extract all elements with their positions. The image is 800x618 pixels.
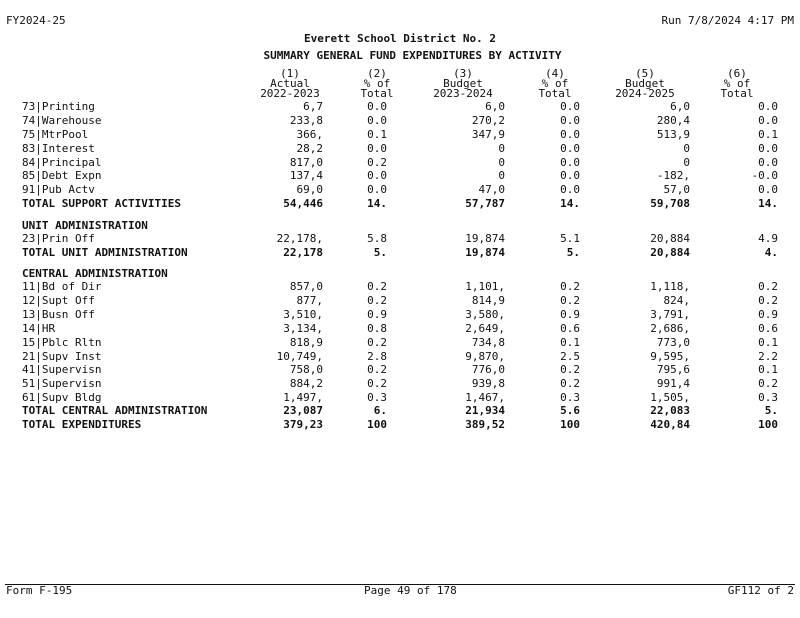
cell-budget: 347,9 <box>471 128 505 141</box>
col-header-pct-1 <box>352 69 402 99</box>
cell-budget: 0 <box>498 156 505 169</box>
row-label: 83|Interest <box>22 142 95 155</box>
cell-actual: 857,0 <box>289 280 323 293</box>
cell-pct: 0.1 <box>367 128 387 141</box>
col-number: (6) <box>727 67 747 80</box>
row-label: 84|Principal <box>22 156 102 169</box>
cell-pct: 0.2 <box>758 377 778 390</box>
total-pct: 100 <box>367 418 387 431</box>
col-line1: Budget <box>625 77 665 90</box>
cell-pct: 0.0 <box>367 114 387 127</box>
cell-pct: 0.0 <box>560 128 580 141</box>
total-pct: 5. <box>764 404 778 417</box>
cell-budget: 280,4 <box>656 114 690 127</box>
cell-actual: 28,2 <box>296 142 323 155</box>
cell-pct: 4.9 <box>758 232 778 245</box>
cell-pct: 0.2 <box>560 280 580 293</box>
col-number: (4) <box>545 67 565 80</box>
cell-actual: 817,0 <box>289 156 323 169</box>
cell-budget: -182, <box>656 169 690 182</box>
cell-budget: 6,0 <box>670 100 690 113</box>
cell-pct: 2.8 <box>367 350 387 363</box>
section-title-central: CENTRAL ADMINISTRATION <box>22 267 168 280</box>
cell-actual: 6,7 <box>303 100 323 113</box>
total-pct: 100 <box>560 418 580 431</box>
table-row <box>0 156 800 169</box>
cell-pct: 0.0 <box>367 169 387 182</box>
cell-pct: 0.2 <box>367 336 387 349</box>
table-row <box>0 294 800 307</box>
cell-budget: 47,0 <box>478 183 505 196</box>
table-row <box>0 114 800 127</box>
total-row-central <box>0 404 800 417</box>
cell-pct: 0.0 <box>758 156 778 169</box>
district-name: Everett School District No. 2 <box>303 32 497 45</box>
cell-pct: 0.1 <box>758 128 778 141</box>
total-actual: 22,178 <box>283 246 323 259</box>
col-header-budget-2425 <box>610 69 680 99</box>
col-line2: Total <box>720 87 754 100</box>
cell-pct: 0.6 <box>560 322 580 335</box>
total-pct: 6. <box>373 404 387 417</box>
col-line2: 2022-2023 <box>260 87 320 100</box>
cell-budget: 1,467, <box>465 391 505 404</box>
cell-actual: 758,0 <box>289 363 323 376</box>
cell-budget: 1,101, <box>465 280 505 293</box>
col-line1: % of <box>363 77 391 90</box>
cell-budget: 939,8 <box>471 377 505 390</box>
cell-pct: 0.0 <box>560 156 580 169</box>
cell-pct: 5.8 <box>367 232 387 245</box>
row-label: 91|Pub Actv <box>22 183 95 196</box>
cell-budget: 0 <box>683 156 690 169</box>
row-label: 41|Supervisn <box>22 363 102 376</box>
cell-pct: 0.3 <box>560 391 580 404</box>
cell-pct: 0.0 <box>758 183 778 196</box>
col-header-budget-2324 <box>428 69 498 99</box>
cell-budget: 824, <box>663 294 690 307</box>
cell-pct: 0.2 <box>367 280 387 293</box>
total-pct: 5. <box>373 246 387 259</box>
cell-pct: 0.2 <box>367 156 387 169</box>
table-row <box>0 183 800 196</box>
cell-budget: 270,2 <box>471 114 505 127</box>
table-row <box>0 280 800 293</box>
col-number: (2) <box>367 67 387 80</box>
cell-pct: 0.0 <box>758 114 778 127</box>
total-row-expenditures <box>0 418 800 431</box>
cell-budget: 2,649, <box>465 322 505 335</box>
cell-budget: 991,4 <box>656 377 690 390</box>
cell-actual: 22,178, <box>276 232 323 245</box>
cell-pct: 0.0 <box>367 142 387 155</box>
col-line2: 2023-2024 <box>433 87 493 100</box>
table-row <box>0 232 800 245</box>
cell-pct: 0.9 <box>758 308 778 321</box>
col-line2: Total <box>538 87 572 100</box>
cell-pct: 0.2 <box>367 363 387 376</box>
page-number: Page 49 of 178 <box>364 584 457 597</box>
cell-budget: 773,0 <box>656 336 690 349</box>
cell-budget: 6,0 <box>485 100 505 113</box>
col-header-actual-2223 <box>255 69 325 99</box>
cell-pct: 0.2 <box>367 377 387 390</box>
total-row-support <box>0 197 800 210</box>
row-label: 21|Supv Inst <box>22 350 102 363</box>
table-row <box>0 377 800 390</box>
cell-actual: 818,9 <box>289 336 323 349</box>
col-line1: Budget <box>443 77 483 90</box>
row-label: 12|Supt Off <box>22 294 95 307</box>
total-row-unit <box>0 246 800 259</box>
cell-actual: 877, <box>296 294 323 307</box>
col-header-pct-3 <box>712 69 762 99</box>
total-budget: 59,708 <box>650 197 690 210</box>
cell-budget: 0 <box>498 142 505 155</box>
cell-pct: 0.3 <box>367 391 387 404</box>
total-actual: 54,446 <box>283 197 323 210</box>
table-row <box>0 350 800 363</box>
row-label: 15|Pblc Rltn <box>22 336 102 349</box>
row-label: 11|Bd of Dir <box>22 280 102 293</box>
total-pct: 100 <box>758 418 778 431</box>
cell-budget: 19,874 <box>465 232 505 245</box>
cell-pct: 0.9 <box>367 308 387 321</box>
cell-pct: 0.2 <box>560 294 580 307</box>
col-number: (3) <box>453 67 473 80</box>
table-row <box>0 322 800 335</box>
cell-pct: 0.0 <box>560 114 580 127</box>
col-line1: Actual <box>270 77 310 90</box>
cell-pct: 5.1 <box>560 232 580 245</box>
cell-budget: 0 <box>498 169 505 182</box>
total-pct: 4. <box>764 246 778 259</box>
total-pct: 5.6 <box>560 404 580 417</box>
total-budget: 57,787 <box>465 197 505 210</box>
cell-pct: 2.2 <box>758 350 778 363</box>
col-header-pct-2 <box>530 69 580 99</box>
total-pct: 14. <box>758 197 778 210</box>
run-date: Run 7/8/2024 4:17 PM <box>661 14 794 27</box>
row-label: 51|Supervisn <box>22 377 102 390</box>
cell-pct: 0.1 <box>758 336 778 349</box>
total-budget: 21,934 <box>465 404 505 417</box>
report-code: GF112 of 2 <box>727 584 794 597</box>
cell-pct: 0.0 <box>758 142 778 155</box>
row-label: 13|Busn Off <box>22 308 95 321</box>
cell-pct: 0.0 <box>560 100 580 113</box>
row-label: 74|Warehouse <box>22 114 102 127</box>
cell-actual: 10,749, <box>276 350 323 363</box>
row-label: 61|Supv Bldg <box>22 391 102 404</box>
cell-pct: 0.1 <box>560 336 580 349</box>
cell-budget: 1,505, <box>650 391 690 404</box>
table-row <box>0 169 800 182</box>
total-label: TOTAL SUPPORT ACTIVITIES <box>22 197 181 210</box>
cell-actual: 3,510, <box>283 308 323 321</box>
row-label: 75|MtrPool <box>22 128 89 141</box>
cell-actual: 233,8 <box>289 114 323 127</box>
col-number: (1) <box>280 67 300 80</box>
cell-actual: 884,2 <box>289 377 323 390</box>
cell-pct: 0.2 <box>367 294 387 307</box>
total-label: TOTAL UNIT ADMINISTRATION <box>22 246 188 259</box>
row-label: 23|Prin Off <box>22 232 95 245</box>
cell-pct: 0.3 <box>758 391 778 404</box>
cell-pct: 0.0 <box>560 183 580 196</box>
col-number: (5) <box>635 67 655 80</box>
cell-pct: 0.2 <box>560 363 580 376</box>
cell-pct: 0.0 <box>560 169 580 182</box>
total-actual: 379,23 <box>283 418 323 431</box>
cell-budget: 3,580, <box>465 308 505 321</box>
cell-pct: 0.8 <box>367 322 387 335</box>
cell-pct: -0.0 <box>751 169 778 182</box>
cell-pct: 0.6 <box>758 322 778 335</box>
cell-actual: 366, <box>296 128 323 141</box>
total-pct: 14. <box>367 197 387 210</box>
cell-budget: 795,6 <box>656 363 690 376</box>
cell-budget: 9,870, <box>465 350 505 363</box>
total-budget: 389,52 <box>465 418 505 431</box>
cell-pct: 0.1 <box>758 363 778 376</box>
cell-budget: 57,0 <box>663 183 690 196</box>
col-line1: % of <box>541 77 569 90</box>
total-budget: 22,083 <box>650 404 690 417</box>
cell-budget: 2,686, <box>650 322 690 335</box>
cell-pct: 0.0 <box>367 100 387 113</box>
cell-pct: 0.2 <box>758 280 778 293</box>
form-number: Form F-195 <box>6 584 73 597</box>
cell-actual: 137,4 <box>289 169 323 182</box>
cell-pct: 0.0 <box>758 100 778 113</box>
total-label: TOTAL EXPENDITURES <box>22 418 142 431</box>
table-row <box>0 308 800 321</box>
row-label: 14|HR <box>22 322 56 335</box>
cell-budget: 9,595, <box>650 350 690 363</box>
table-row <box>0 363 800 376</box>
cell-pct: 0.2 <box>560 377 580 390</box>
total-budget: 420,84 <box>650 418 690 431</box>
cell-budget: 814,9 <box>471 294 505 307</box>
total-budget: 20,884 <box>650 246 690 259</box>
total-label: TOTAL CENTRAL ADMINISTRATION <box>22 404 208 417</box>
total-actual: 23,087 <box>283 404 323 417</box>
col-line1: % of <box>723 77 751 90</box>
cell-budget: 0 <box>683 142 690 155</box>
table-row <box>0 336 800 349</box>
row-label: 85|Debt Expn <box>22 169 102 182</box>
total-budget: 19,874 <box>465 246 505 259</box>
cell-budget: 776,0 <box>471 363 505 376</box>
fiscal-year: FY2024-25 <box>6 14 66 27</box>
table-row <box>0 142 800 155</box>
cell-actual: 1,497, <box>283 391 323 404</box>
cell-budget: 20,884 <box>650 232 690 245</box>
cell-budget: 734,8 <box>471 336 505 349</box>
cell-pct: 0.0 <box>560 142 580 155</box>
table-row <box>0 391 800 404</box>
total-pct: 14. <box>560 197 580 210</box>
cell-budget: 1,118, <box>650 280 690 293</box>
cell-budget: 3,791, <box>650 308 690 321</box>
row-label: 73|Printing <box>22 100 95 113</box>
cell-pct: 0.2 <box>758 294 778 307</box>
cell-pct: 2.5 <box>560 350 580 363</box>
cell-budget: 513,9 <box>656 128 690 141</box>
col-line2: Total <box>360 87 394 100</box>
cell-pct: 0.0 <box>367 183 387 196</box>
cell-pct: 0.9 <box>560 308 580 321</box>
section-title-unit: UNIT ADMINISTRATION <box>22 219 148 232</box>
cell-actual: 3,134, <box>283 322 323 335</box>
col-line2: 2024-2025 <box>615 87 675 100</box>
total-pct: 5. <box>566 246 580 259</box>
table-row <box>0 100 800 113</box>
summary-title: SUMMARY GENERAL FUND EXPENDITURES BY ACTIVITY <box>263 49 562 62</box>
cell-actual: 69,0 <box>296 183 323 196</box>
table-row <box>0 128 800 141</box>
